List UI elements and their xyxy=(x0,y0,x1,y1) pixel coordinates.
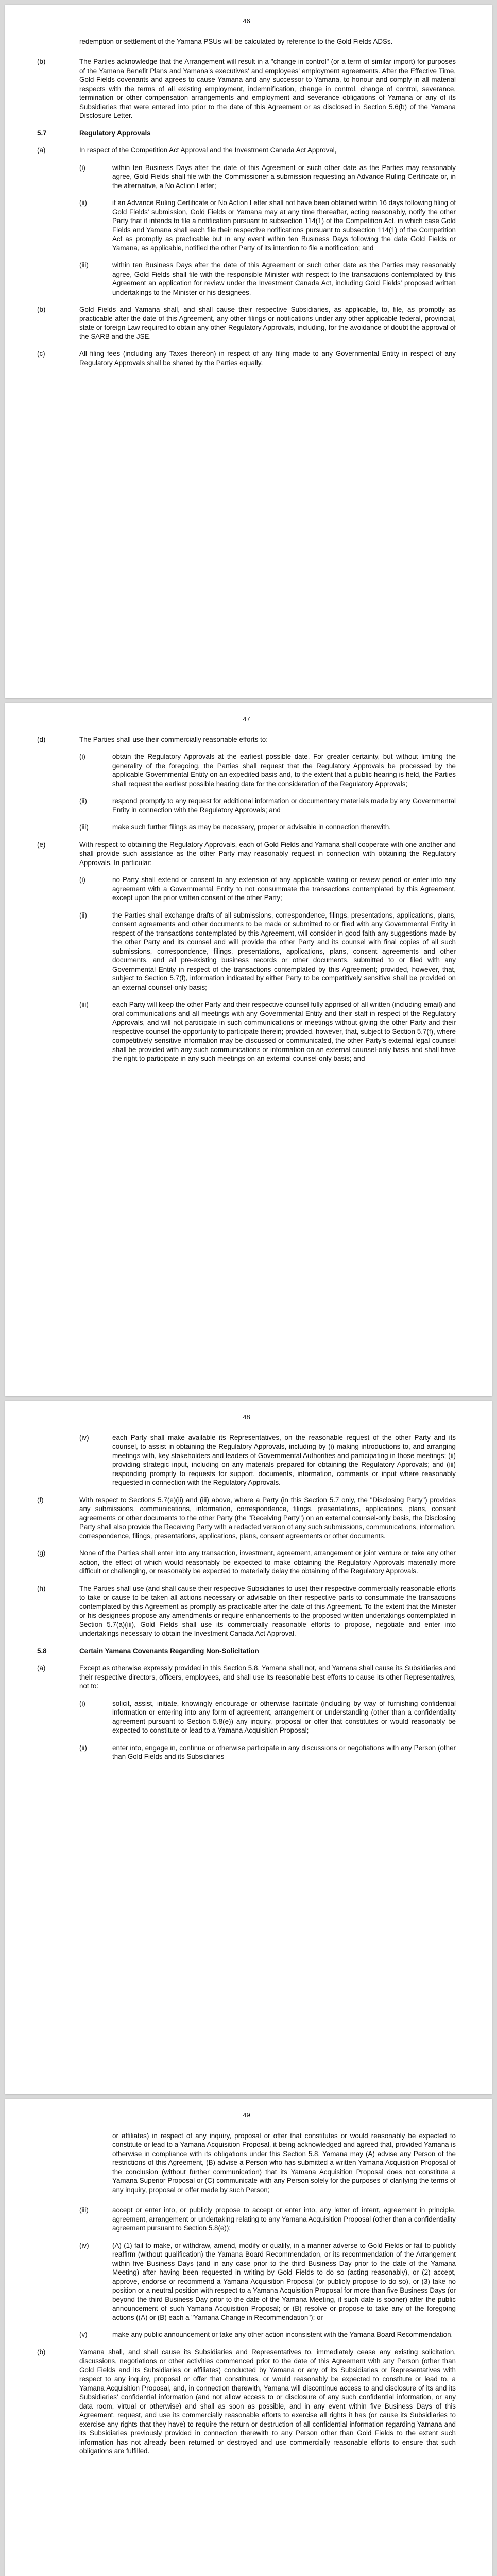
subclause-ii xyxy=(79,796,456,815)
clause-text: With respect to Sections 5.7(e)(ii) and (iii) above, where a Party (in this Section 5.7 only, the "Disclosing Party") provides any submissions, communications, information, correspondence, filings, presentations, applications, plans, consent agreements or other documents to the other Party (the "Receiving Party") on an external counsel-only basis, the Disclosing Party shall also provide the Receiving Party with a redacted version of any such submissions, communications, information, correspondence, filings, presentations, applications, plans, consent agreements or other documents. xyxy=(79,1496,456,1540)
clause-text: None of the Parties shall enter into any transaction, investment, agreement, arrangement or joint venture or take any other action, the effect of which would reasonably be expected to make obtaining the Regulatory Approvals materially more difficult or challenging, or reasonably be expected to materially delay the obtaining of the Regulatory Approvals. xyxy=(79,1549,456,1575)
section-number: 5.8 xyxy=(37,1647,47,1655)
clause-label: (a) xyxy=(37,1664,46,1672)
subclause-label: (i) xyxy=(79,1699,85,1707)
subclause-text: if an Advance Ruling Certificate or No Action Letter shall not have been obtained within 16 days following filing of Gold Fields' submission, Gold Fields or Yamana may at any time thereafter, acting reasonably, notify the other Party that it intends to file a notification pursuant to subsection 114(1) of the Competition Act, in which case Gold Fields and Yamana shall each file their respective notifications pursuant to subsection 114(1) of the Competition Act as promptly as practicable but in any event within ten Business Days following the date Gold Fields or Yamana, as applicable, notified the other Party of its intention to file a notification; and xyxy=(112,199,456,252)
subclause-iv xyxy=(79,2241,456,2323)
subclause-text: each Party will keep the other Party and their respective counsel fully apprised of all written (including email) and oral communications and all meetings with any Governmental Entity and their staff in respect of the Regulatory Approvals, and will not participate in such communications or meetings without giving the other Party and their respective counsel the opportunity to participate therein; provided, however, that, subject to Section 5.7(f), where competitively sensitive information may be discussed or communicated, the other Party's external legal counsel shall be provided with any such communications or information on an external counsel-only basis and shall have the right to participate in any such meetings on an external counsel-only basis; and xyxy=(112,1001,456,1062)
subclause-ii xyxy=(79,1743,456,1761)
subclause-iii xyxy=(79,1000,456,1063)
subclause-iii xyxy=(79,823,456,832)
subclause-label: (ii) xyxy=(79,199,87,207)
subclause-text: each Party shall make available its Representatives, on the reasonable request of the other Party and its counsel, to assist in obtaining the Regulatory Approvals, including by (i) making introductions to, and arranging meetings with, key stakeholders and leaders of Governmental Authorities and participating in those meetings; (ii) providing strategic input, including on any materials prepared for obtaining the Regulatory Approvals; and (iii) responding promptly to requests for support, documents, information, comments or input where reasonably requested in connection with the Regulatory Approvals. xyxy=(112,1433,456,1486)
subclause-v xyxy=(79,2330,456,2340)
subclause-i xyxy=(79,752,456,788)
subclause-text: respond promptly to any request for additional information or documentary materials made by any Governmental Entity in connection with the Regulatory Approvals; and xyxy=(112,797,456,814)
subclause-label: (iv) xyxy=(79,2241,89,2249)
subclause-text: (A) (1) fail to make, or withdraw, amend, modify or qualify, in a manner adverse to Gold Fields or fail to publicly reaffirm (without qualification) the Yamana Board Recommendation, or its recommendation of the Arrangement within five Business Days (and in any case prior to the third Business Day prior to the date of the Yamana Meeting) after having been requested in writing by Gold Fields to do so (acting reasonably), or (2) accept, approve, endorse or recommend a Yamana Acquisition Proposal (or publicly propose to do so), or (3) take no position or a neutral position with respect to a Yamana Acquisition Proposal for more than five Business Days (or beyond the third Business Day prior to the date of the Yamana Meeting, if such date is sooner) after the public announcement of such Yamana Acquisition Proposal; or (B) resolve or propose to take any of the foregoing actions ((A) or (B) each a "Yamana Change in Recommendation"); or xyxy=(112,2241,456,2321)
subclause-label: (v) xyxy=(79,2331,88,2338)
clause-label: (h) xyxy=(37,1584,46,1592)
clause-text: The Parties acknowledge that the Arrangement will result in a "change in control" (or a term of similar import) for purposes of the Yamana Benefit Plans and Yamana's executives' and employees' employment agreements. After the Effective Time, Gold Fields covenants and agrees to cause Yamana and any successor to Yamana, to honour and comply in all material respects with the terms of all existing employment, indemnification, change in control, change of control, severance, termination or other compensation arrangements and employment and severance obligations of Yamana or any of its Subsidiaries that were entered into prior to the date of this Agreement or as disclosed in Section 5.6(b) of the Yamana Disclosure Letter. xyxy=(79,58,456,120)
subclause-text: enter into, engage in, continue or otherwise participate in any discussions or negotiations with any Person (other than Gold Fields and its Subsidiaries xyxy=(112,1743,456,1760)
subclause-i xyxy=(79,875,456,903)
clause-d xyxy=(37,735,456,744)
subclause-text: the Parties shall exchange drafts of all submissions, correspondence, filings, presentations, applications, plans, consent agreements and other documents to be made or submitted to or filed with any Governmental Entity in respect of the transactions contemplated by this Agreement, will consider in good faith any suggestions made by the other Party and its counsel and will provide the other Party and its counsel with final copies of all such submissions, correspondence, filings, presentations, applications, plans, consent agreements and other documents, and all pre-existing business records or other documents, submitted to or filed with any Governmental Entity in respect of the transactions contemplated by this Agreement; provided, however, that, subject to Section 5.7(f), information indicated by either Party to be competitively sensitive shall be provided on an external counsel-only basis; xyxy=(112,911,456,991)
clause-label: (f) xyxy=(37,1496,44,1504)
document-page-49 xyxy=(5,2099,492,2576)
clause-label: (c) xyxy=(37,350,45,358)
subclause-label: (ii) xyxy=(79,911,87,919)
document-page-48 xyxy=(5,1401,492,2094)
clause-text: Gold Fields and Yamana shall, and shall cause their respective Subsidiaries, as applicable, to, file, as promptly as practicable after the date of this Agreement, any other filings or notifications under any other applicable federal, provincial, state or foreign Law required to obtain any other Regulatory Approvals, including, for the avoidance of doubt the approval of the SARB and the JSE. xyxy=(79,306,456,341)
subclause-iii xyxy=(79,261,456,297)
clause-c xyxy=(37,349,456,367)
clause-text: In respect of the Competition Act Approval and the Investment Canada Act Approval, xyxy=(79,146,337,154)
page-number: 49 xyxy=(243,2111,250,2119)
subclause-text: make such further filings as may be necessary, proper or advisable in connection therewith. xyxy=(112,823,391,831)
document-page-47 xyxy=(5,703,492,1396)
subclause-label: (i) xyxy=(79,163,85,172)
clause-h xyxy=(37,1584,456,1638)
clause-a xyxy=(37,1664,456,1691)
clause-b xyxy=(37,57,456,121)
clause-text: The Parties shall use (and shall cause their respective Subsidiaries to use) their respective commercially reasonable efforts to take or cause to be taken all actions necessary or advisable on their respective parts to consummate the transactions contemplated by this Agreement as promptly as practicable after the date of this Agreement. To the extent that the Minister or his designees propose any amendments or require enhancements to the proposed written undertakings contemplated in Section 5.7(a)(iii), Gold Fields shall use its commercially reasonable efforts to propose, negotiate and enter into undertakings necessary to obtain the Investment Canada Act Approval. xyxy=(79,1584,456,1637)
document-page-46 xyxy=(5,5,492,698)
subclause-i xyxy=(79,163,456,191)
continuation-text: or affiliates) in respect of any inquiry, proposal or offer that constitutes or would reasonably be expected to constitute or lead to a Yamana Acquisition Proposal, it being acknowledged and agreed that, provided Yamana is otherwise in compliance with its obligations under this Section 5.8, Yamana may (A) advise any Person of the restrictions of this Agreement, (B) advise a Person who has submitted a written Yamana Acquisition Proposal of the conclusion (without further communication) that its Yamana Acquisition Proposal does not constitute a Yamana Superior Proposal or (C) communicate with any Person solely for the purposes of clarifying the terms of any inquiry, proposal or offer made by such Person; xyxy=(112,2131,456,2194)
subclause-iv xyxy=(79,1433,456,1487)
subclause-i xyxy=(79,1699,456,1735)
page-number: 47 xyxy=(243,715,250,723)
subclause-label: (ii) xyxy=(79,1743,87,1752)
page-number: 48 xyxy=(243,1413,250,1421)
clause-e xyxy=(37,840,456,868)
subclause-label: (iv) xyxy=(79,1433,89,1442)
clause-label: (g) xyxy=(37,1549,46,1557)
page-number: 46 xyxy=(243,17,250,25)
subclause-label: (i) xyxy=(79,753,85,760)
clause-label: (e) xyxy=(37,840,46,849)
clause-text: All filing fees (including any Taxes thereon) in respect of any filing made to any Governmental Entity in respect of any Regulatory Approvals shall be shared by the Parties equally. xyxy=(79,350,456,367)
clause-b xyxy=(37,305,456,341)
subclause-label: (i) xyxy=(79,876,85,884)
section-title: Certain Yamana Covenants Regarding Non-Solicitation xyxy=(79,1647,259,1655)
section-title: Regulatory Approvals xyxy=(79,129,151,137)
subclause-text: make any public announcement or take any other action inconsistent with the Yamana Board Recommendation. xyxy=(112,2331,453,2338)
subclause-text: obtain the Regulatory Approvals at the earliest possible date. For greater certainty, but without limiting the generality of the foregoing, the Parties shall request that the Regulatory Approvals be processed by the applicable Governmental Entity on an expedited basis and, to the extent that a public hearing is held, the Parties shall request the earliest possible hearing date for the consideration of the Regulatory Approvals; xyxy=(112,753,456,788)
subclause-ii xyxy=(79,198,456,252)
clause-label: (b) xyxy=(37,58,46,65)
subclause-label: (ii) xyxy=(79,797,87,805)
clause-text: Except as otherwise expressly provided in this Section 5.8, Yamana shall not, and Yamana shall cause its Subsidiaries and their respective directors, officers, employees, and shall use its reasonable best efforts to cause its other Representatives, not to: xyxy=(79,1664,456,1690)
subclause-label: (iii) xyxy=(79,823,89,831)
clause-b xyxy=(37,2348,456,2456)
subclause-label: (iii) xyxy=(79,2206,89,2214)
subclause-iii xyxy=(79,2206,456,2233)
clause-text: With respect to obtaining the Regulatory Approvals, each of Gold Fields and Yamana shall cooperate with one another and shall provide such assistance as the other Party may reasonably request in connection with obtaining the Regulatory Approvals. In particular: xyxy=(79,840,456,867)
clause-label: (b) xyxy=(37,2348,46,2356)
subclause-ii xyxy=(79,911,456,992)
clause-label: (d) xyxy=(37,735,46,743)
clause-label: (b) xyxy=(37,306,46,313)
section-heading-5-8 xyxy=(37,1647,456,1656)
subclause-text: no Party shall extend or consent to any extension of any applicable waiting or review period or enter into any agreement with a Governmental Entity to not consummate the transactions contemplated by this Agreement, except upon the prior written consent of the other Party; xyxy=(112,876,456,902)
clause-f xyxy=(37,1496,456,1541)
subclause-text: accept or enter into, or publicly propose to accept or enter into, any letter of intent, agreement in principle, agreement, arrangement or undertaking relating to any Yamana Acquisition Proposal (other than a confidentiality agreement pursuant to Section 5.8(e)); xyxy=(112,2206,456,2232)
clause-g xyxy=(37,1549,456,1576)
section-number: 5.7 xyxy=(37,129,47,137)
subclause-label: (iii) xyxy=(79,1001,89,1008)
subclause-text: solicit, assist, initiate, knowingly encourage or otherwise facilitate (including by way of furnishing confidential information or entering into any form of agreement, arrangement or understanding (other than a confidentiality agreement pursuant to Section 5.8(e)) any inquiry, proposal or offer that constitutes or would reasonably be expected to constitute or lead to a Yamana Acquisition Proposal; xyxy=(112,1699,456,1734)
continuation-text: redemption or settlement of the Yamana PSUs will be calculated by reference to the Gold Fields ADSs. xyxy=(79,37,393,45)
clause-text: Yamana shall, and shall cause its Subsidiaries and Representatives to, immediately cease any existing solicitation, discussions, negotiations or other activities commenced prior to the date of this Agreement with any Person (other than Gold Fields and its Subsidiaries or affiliates) conducted by Yamana or any of its Subsidiaries or Representatives with respect to any inquiry, proposal or offer that constitutes, or would reasonably be expected to constitute or lead to, a Yamana Acquisition Proposal, and, in connection therewith, Yamana will discontinue access to and disclosure of its and its Subsidiaries' confidential information (and not allow access to or disclosure of any such confidential information, or any data room, virtual or otherwise) and shall as soon as possible, and in any event within five Business Days of this Agreement, request, and use its commercially reasonable efforts to exercise all rights it has (or cause its Subsidiaries to exercise any rights that they have) to require the return or destruction of all confidential information regarding Yamana and its Subsidiaries previously provided in connection therewith to any Person other than Gold Fields to the extent such information has not already been returned or destroyed and use commercially reasonable efforts to ensure that such obligations are fulfilled. xyxy=(79,2348,456,2455)
clause-a xyxy=(37,146,456,155)
subclause-text: within ten Business Days after the date of this Agreement or such other date as the Parties may reasonably agree, Gold Fields shall file with the Commissioner a submission requesting an Advance Ruling Certificate or, in the alternative, a No Action Letter; xyxy=(112,163,456,190)
section-heading-5-7 xyxy=(37,129,456,138)
clause-text: The Parties shall use their commercially reasonable efforts to: xyxy=(79,735,268,743)
subclause-label: (iii) xyxy=(79,261,89,269)
clause-label: (a) xyxy=(37,146,46,154)
subclause-text: within ten Business Days after the date of this Agreement or such other date as the Parties may reasonably agree, Gold Fields shall file with the responsible Minister with respect to the transactions contemplated by this Agreement an application for review under the Investment Canada Act, including Gold Fields' proposed written undertakings to the Minister or his designees. xyxy=(112,261,456,296)
